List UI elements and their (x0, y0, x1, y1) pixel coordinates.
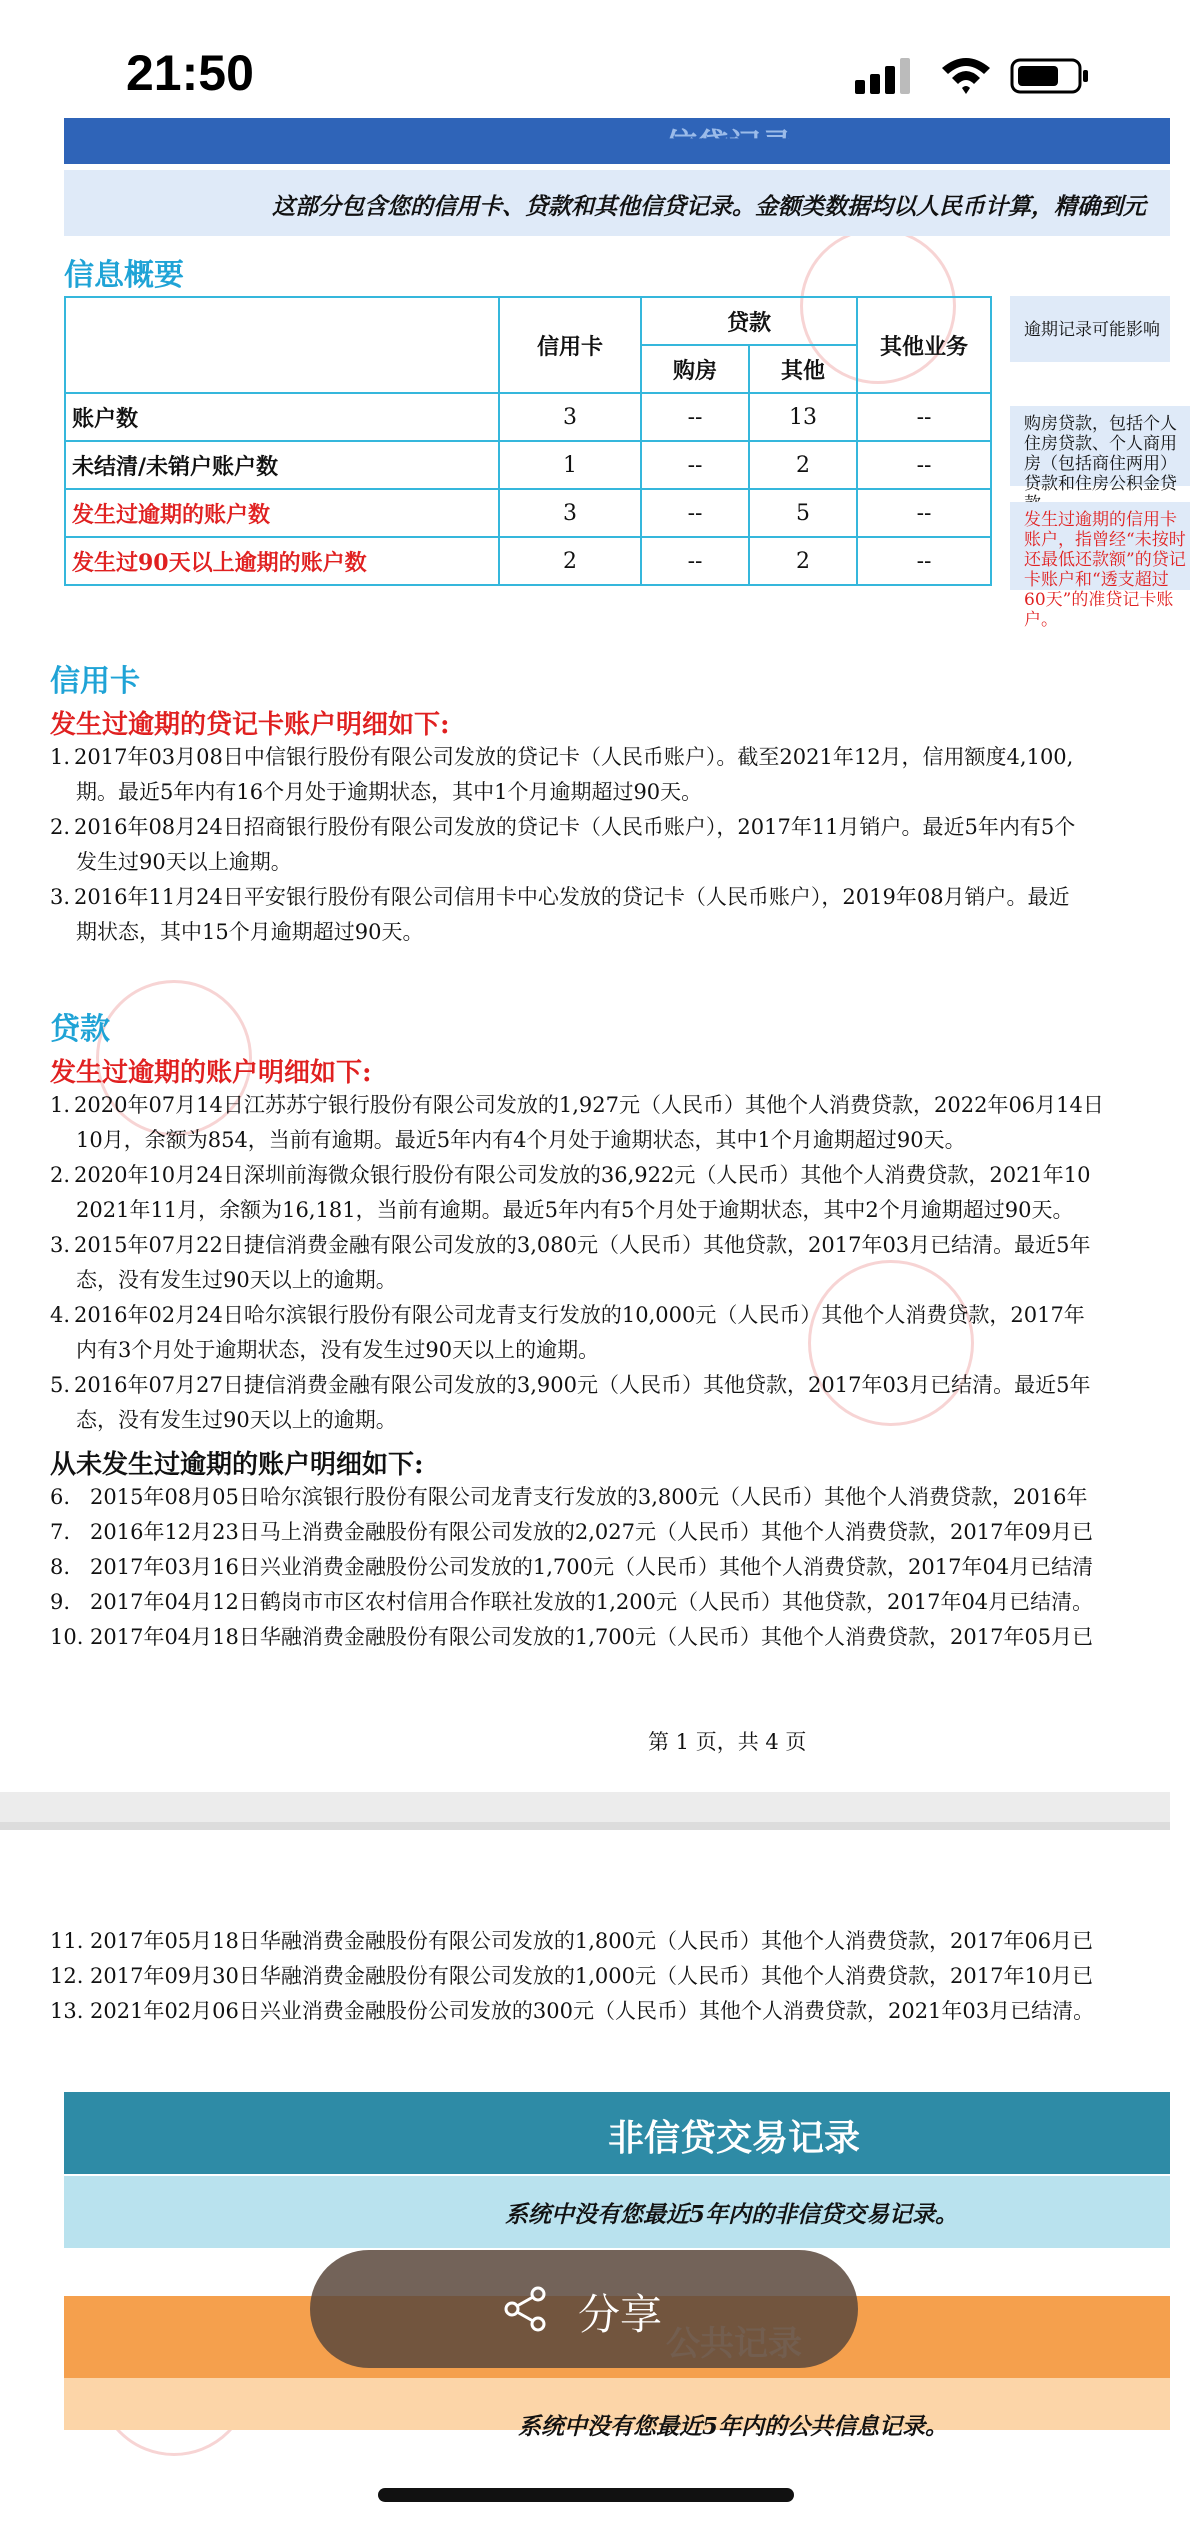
cell-other-business: -- (857, 537, 991, 585)
side-note: 发生过逾期的信用卡账户，指曾经“未按时还最低还款额”的贷记卡账户和“透支超过60天”的准贷记卡账户。 (1010, 502, 1190, 590)
loan-overdue-title: 发生过逾期的账户明细如下: (50, 1058, 372, 1088)
overview-table (64, 296, 992, 586)
list-item: 6. 2015年08月05日哈尔滨银行股份有限公司龙青支行发放的3,800元（人民币）其他个人消费贷款，2016年 (50, 1485, 1088, 1509)
loan-never-overdue-title: 从未发生过逾期的账户明细如下: (50, 1450, 424, 1480)
status-time: 21:50 (126, 45, 254, 101)
list-item: 3. 2015年07月22日捷信消费金融有限公司发放的3,080元（人民币）其他贷款，2017年03月已结清。最近5年 (50, 1233, 1091, 1257)
page-separator (0, 1792, 1170, 1822)
cell-other-business: -- (857, 489, 991, 537)
list-item: 9. 2017年04月12日鹤岗市市区农村信用合作联社发放的1,200元（人民币）其他贷款，2017年04月已结清。 (50, 1590, 1094, 1614)
list-item-continuation: 发生过90天以上逾期。 (76, 850, 292, 874)
list-item-continuation: 内有3个月处于逾期状态，没有发生过90天以上的逾期。 (76, 1338, 600, 1362)
cell-credit-card: 2 (499, 537, 641, 585)
list-item: 10. 2017年04月18日华融消费金融股份有限公司发放的1,700元（人民币）其他个人消费贷款，2017年05月已 (50, 1625, 1094, 1649)
page-number: 第 1 页，共 4 页 (648, 1730, 807, 1754)
list-item: 12. 2017年09月30日华融消费金融股份有限公司发放的1,000元（人民币）其他个人消费贷款，2017年10月已 (50, 1964, 1094, 1988)
list-item: 11. 2017年05月18日华融消费金融股份有限公司发放的1,800元（人民币）其他个人消费贷款，2017年06月已 (50, 1929, 1094, 1953)
list-item-continuation: 2021年11月，余额为16,181，当前有逾期。最近5年内有5个月处于逾期状态，其中2个月逾期超过90天。 (76, 1198, 1074, 1222)
credit-card-title: 信用卡 (50, 664, 140, 699)
table-row (65, 441, 991, 489)
cell-credit-card: 1 (499, 441, 641, 489)
row-label: 账户数 (65, 393, 499, 441)
list-item: 13. 2021年02月06日兴业消费金融股份公司发放的300元（人民币）其他个人消费贷款，2021年03月已结清。 (50, 1999, 1095, 2023)
row-label: 发生过90天以上逾期的账户数 (65, 537, 499, 585)
cell-other: 2 (749, 441, 857, 489)
share-label[interactable]: 分享 (578, 2291, 663, 2338)
table-header-row (65, 297, 991, 345)
share-icon[interactable] (500, 2284, 550, 2334)
cell-other-business: -- (857, 441, 991, 489)
cell-credit-card: 3 (499, 393, 641, 441)
battery-icon (1010, 58, 1090, 94)
table-header-credit-card: 信用卡 (499, 297, 641, 393)
side-notes (1010, 296, 1186, 630)
cell-credit-card: 3 (499, 489, 641, 537)
cellular-signal-icon (855, 58, 915, 94)
cell-other: 13 (749, 393, 857, 441)
table-header-other-business: 其他业务 (857, 297, 991, 393)
table-header-blank (65, 297, 499, 393)
list-item: 2. 2020年10月24日深圳前海微众银行股份有限公司发放的36,922元（人民币）其他个人消费贷款，2021年10 (50, 1163, 1091, 1187)
cell-housing: -- (641, 537, 749, 585)
cell-housing: -- (641, 441, 749, 489)
row-label: 未结清/未销户账户数 (65, 441, 499, 489)
list-item-continuation: 态，没有发生过90天以上的逾期。 (76, 1408, 397, 1432)
table-header-loan: 贷款 (641, 297, 857, 345)
credit-card-overdue-title: 发生过逾期的贷记卡账户明细如下: (50, 710, 450, 740)
list-item-continuation: 10月，余额为854，当前有逾期。最近5年内有4个月处于逾期状态，其中1个月逾期超过90天。 (76, 1128, 966, 1152)
page-separator-shadow (0, 1822, 1170, 1830)
public-record-note: 系统中没有您最近5年内的公共信息记录。 (518, 2413, 949, 2440)
cell-other: 5 (749, 489, 857, 537)
cell-other: 2 (749, 537, 857, 585)
list-item-continuation: 期。最近5年内有16个月处于逾期状态，其中1个月逾期超过90天。 (76, 780, 703, 804)
row-label: 发生过逾期的账户数 (65, 489, 499, 537)
side-note: 购房贷款，包括个人住房贷款、个人商用房（包括商住两用）贷款和住房公积金贷 (1010, 406, 1190, 486)
list-item: 4. 2016年02月24日哈尔滨银行股份有限公司龙青支行发放的10,000元（人民币）其他个人消费贷款，2017年 (50, 1303, 1085, 1327)
list-item: 1. 2017年03月08日中信银行股份有限公司发放的贷记卡（人民币账户）。截至2021年12月，信用额度4,100, (50, 745, 1074, 769)
list-item: 1. 2020年07月14日江苏苏宁银行股份有限公司发放的1,927元（人民币）其他个人消费贷款，2022年06月14日 (50, 1093, 1104, 1117)
table-header-housing: 购房 (641, 345, 749, 393)
cell-housing: -- (641, 393, 749, 441)
table-header-other: 其他 (749, 345, 857, 393)
list-item: 7. 2016年12月23日马上消费金融股份有限公司发放的2,027元（人民币）其他个人消费贷款，2017年09月已 (50, 1520, 1094, 1544)
list-item: 8. 2017年03月16日兴业消费金融股份公司发放的1,700元（人民币）其他个人消费贷款，2017年04月已结清 (50, 1555, 1094, 1579)
overview-title: 信息概要 (64, 258, 184, 293)
non-credit-title: 非信贷交易记录 (608, 2117, 861, 2159)
wifi-icon (940, 54, 992, 94)
non-credit-note: 系统中没有您最近5年内的非信贷交易记录。 (505, 2201, 959, 2228)
table-row (65, 393, 991, 441)
table-row (65, 537, 991, 585)
table-row (65, 489, 991, 537)
list-item-continuation: 态，没有发生过90天以上的逾期。 (76, 1268, 397, 1292)
list-item: 5. 2016年07月27日捷信消费金融有限公司发放的3,900元（人民币）其他贷款，2017年03月已结清。最近5年 (50, 1373, 1091, 1397)
section-header-band (64, 118, 1170, 164)
home-indicator[interactable] (378, 2488, 794, 2502)
list-item: 3. 2016年11月24日平安银行股份有限公司信用卡中心发放的贷记卡（人民币账户），2019年08月销户。最近 (50, 885, 1070, 909)
side-note: 逾期记录可能影响 (1010, 296, 1170, 362)
list-item-continuation: 期状态，其中15个月逾期超过90天。 (76, 920, 424, 944)
cell-housing: -- (641, 489, 749, 537)
list-item: 2. 2016年08月24日招商银行股份有限公司发放的贷记卡（人民币账户），2017年11月销户。最近5年内有5个 (50, 815, 1076, 839)
intro-text: 这部分包含您的信用卡、贷款和其他信贷记录。金额类数据均以人民币计算，精确到元 (272, 193, 1146, 220)
loan-title: 贷款 (50, 1012, 110, 1047)
cell-other-business: -- (857, 393, 991, 441)
